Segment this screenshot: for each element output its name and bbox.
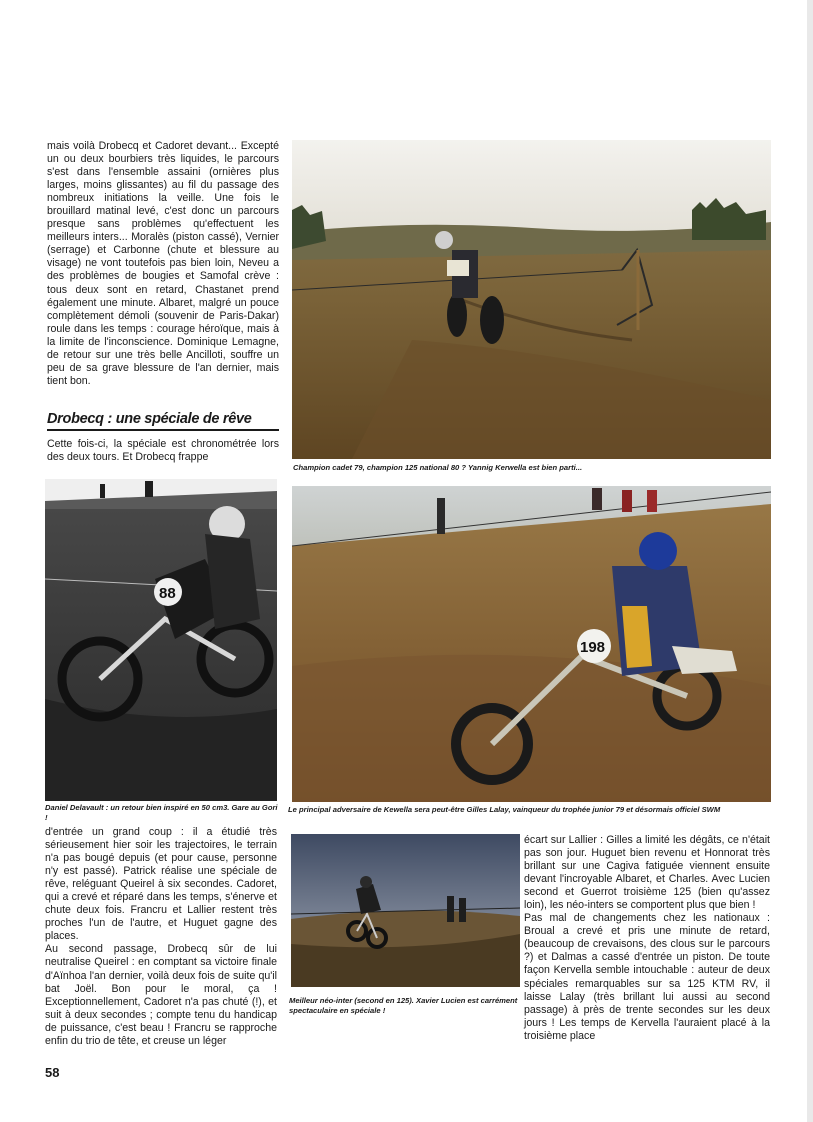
article-paragraph: d'entrée un grand coup : il a étudié très sérieusement hier soir les trajectoires, le terrain n'a pas bougé depuis (et pour cause, personne n'y est passé). Patrick réalise une spéciale de rêve, reléguant Queirel à six secondes. Cadoret, qui a crevé et réparé dans les temps, s'énerve et chute deux fois. Francru et Lallier restent très proches l'un de l'autre, et Huguet gagne des places. xyxy=(45,826,277,943)
caption-photo3: Le principal adversaire de Kewella sera peut-être Gilles Lalay, vainqueur du trophée junior 79 et désormais officiel SWM xyxy=(288,805,721,814)
section-heading: Drobecq : une spéciale de rêve xyxy=(47,410,279,431)
photo-lucien xyxy=(291,834,520,987)
photo-delavault xyxy=(45,479,277,801)
bike-number-photo2: 88 xyxy=(159,585,176,602)
article-text-column2 xyxy=(45,826,277,1048)
caption-photo2: Daniel Delavault : un retour bien inspiré en 50 cm3. Gare au Gori ! xyxy=(45,803,278,822)
article-text-column3 xyxy=(524,834,770,1043)
article-paragraph: écart sur Lallier : Gilles a limité les dégâts, ce n'était pas son jour. Huguet bien revenu et Honnorat très brillant sur une Cagiva fatiguée viennent ensuite devant l'incroyable Albaret, et Charles. Avec Lucien second et Guerrot troisième 125 (bien qu'assez loin), les néo-inters se comportent plus que bien ! xyxy=(524,834,770,912)
article-text-intro: Cette fois-ci, la spéciale est chronométrée lors des deux tours. Et Drobecq frappe xyxy=(47,438,279,464)
photo-lalay xyxy=(292,486,771,802)
caption-photo4: Meilleur néo-inter (second en 125). Xavier Lucien est carrément spectaculaire en spéciale ! xyxy=(289,996,518,1015)
article-paragraph: Pas mal de changements chez les nationaux : Broual a crevé et pris une minute de retard, (beaucoup de crevaisons, des clous sur le parcours ?) et Dalmas a cassé d'entrée un piston. De toute façon Kervella semble intouchable : auteur de deux spéciales remarquables sur sa 125 KTM RV, il laisse Lalay (très brillant lui aussi au second passage) à près de trente secondes sur les deux jours ! Les temps de Kervella l'auraient placé à la troisième place xyxy=(524,912,770,1042)
bike-number-photo3: 198 xyxy=(580,639,606,656)
page-edge xyxy=(807,0,813,1122)
article-text-column1: mais voilà Drobecq et Cadoret devant... Excepté un ou deux bourbiers très liquides, le parcours s'est dans l'ensemble assaini (ornières plus larges, moins glissantes) au fil du passage des nombreux initiations la veille. Une fois le brouillard matinal levé, c'est donc un parcours presque sans problèmes qu'effectuent les meilleurs inters... Moralès (piston cassé), Vernier (serrage) et Carbonne (chute et blessure au visage) ne vont toutefois pas bien loin, Neveu a des problèmes de bougies et Samofal crève : tous deux sont en retard, Chastanet prend également une minute. Albaret, malgré un pouce complètement démoli (souvenir de Paris-Dakar) roule dans les temps : courage héroïque, mais à la limite de l'inconscience. Dominique Lemagne, de retour sur une très belle Ancilloti, souffre un peu de sa grave blessure de l'an dernier, mais tient bon. xyxy=(47,140,279,387)
photo-kerwella xyxy=(292,140,771,459)
article-paragraph: Au second passage, Drobecq sûr de lui neutralise Queirel : en comptant sa victoire finale d'Aïnhoa l'an dernier, voilà deux fois de suite qu'il bat Joël. Bon pour le moral, ça ! Exceptionnellement, Cadoret n'a pas chuté (!), et suit à deux secondes ; compte tenu du handicap de puissance, c'est beau ! Francru se rapproche enfin du trio de tête, et creuse un léger xyxy=(45,943,277,1047)
caption-photo1: Champion cadet 79, champion 125 national 80 ? Yannig Kerwella est bien parti... xyxy=(293,463,583,472)
page-number: 58 xyxy=(45,1065,60,1080)
